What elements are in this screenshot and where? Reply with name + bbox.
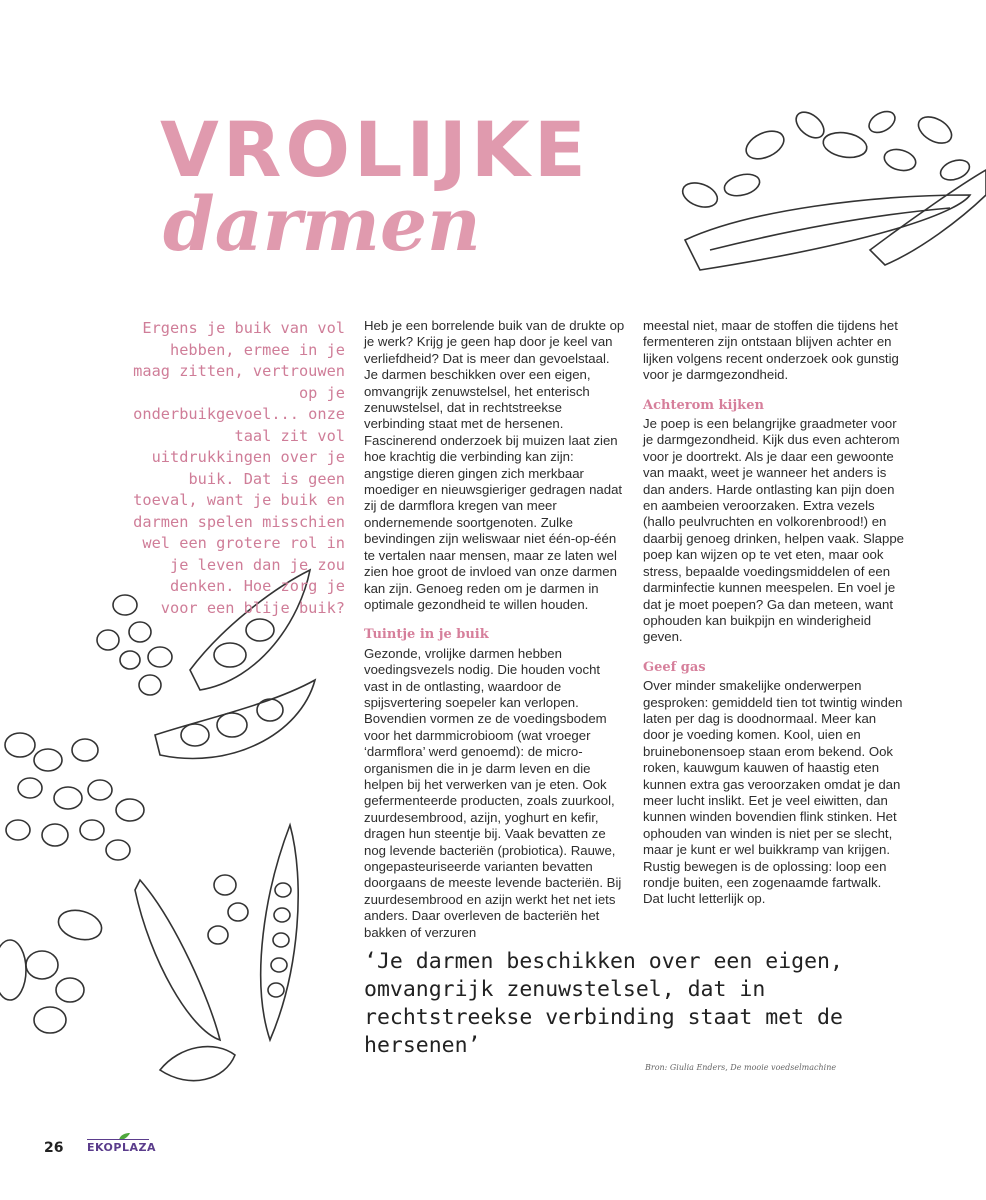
pull-quote: ‘Je darmen beschikken over een eigen, omvangrijk zenuwstelsel, dat in rechtstreekse verbinding staat met de hersenen’ bbox=[364, 949, 843, 1058]
section-heading: Geef gas bbox=[643, 659, 706, 675]
body-paragraph: Over minder smakelijke onderwerpen gesproken: gemiddeld tien tot twintig winden laten per dag is doodnormaal. Meer kan door je voeding komen. Kool, uien en bruinebonensoep staan erom bekend. Ook roken, kauwgum kauwen of haastig eten kunnen extra gas veroorzaken omdat je dan meer lucht inslikt. Eet je veel eiwitten, dan kunnen winden bovendien flink stinken. Het ophouden van winden is niet per se slecht, maar je kunt er wel buikkramp van krijgen. Rustig bewegen is de oplossing: loop een rondje buiten, een zogenaamde fartwalk. Dat lucht letterlijk op. bbox=[643, 678, 903, 907]
section-heading: Tuintje in je buik bbox=[364, 627, 489, 643]
intro-text: Ergens je buik van vol hebben, ermee in je maag zitten, vertrouwen op je onderbuikgevoel... onze taal zit vol uitdrukkingen over je buik. Dat is geen toeval, want je buik en darmen spelen misschien wel een grotere rol in je leven dan je zou denken. Hoe zorg je voor een blije buik? bbox=[133, 319, 345, 617]
page-subtitle: darmen bbox=[163, 182, 481, 268]
page-number: 26 bbox=[44, 1140, 64, 1156]
article-column-1 bbox=[364, 318, 626, 941]
beans-illustration-left bbox=[0, 560, 340, 1100]
article-column-2 bbox=[643, 318, 905, 908]
ekoplaza-logo bbox=[87, 1134, 156, 1156]
body-paragraph: meestal niet, maar de stoffen die tijdens het fermenteren zijn ontstaan blijven achter en lijken volgens recent onderzoek ook gunstig voor je darmgezondheid. bbox=[643, 318, 899, 383]
section-heading: Achterom kijken bbox=[643, 397, 764, 413]
brand-name: EKOPLAZA bbox=[87, 1141, 156, 1154]
quote-source: Bron: Giulia Enders, De mooie voedselmachine bbox=[645, 1063, 837, 1072]
page-title: VROLIJKE bbox=[160, 105, 590, 194]
body-paragraph: Heb je een borrelende buik van de drukte op je werk? Krijg je geen hap door je keel van verliefdheid? Dat is meer dan gevoelstaal. Je darmen beschikken over een eigen, omvangrijk zenuwstelsel, het enterisch zenuwstelsel, dat in rechtstreekse verbinding staat met de hersenen. Fascinerend onderzoek bij muizen laat zien hoe krachtig die verbinding kan zijn: angstige dieren gingen zich merkbaar moediger en nieuwsgieriger gedragen nadat zij de darmflora kregen van meer ondernemende soortgenoten. Zulke bevindingen zijn weliswaar niet één-op-één te vertalen naar mensen, maar ze laten wel zien hoe groot de invloed van onze darmen kan zijn. Genoeg reden om je darmen in optimale gezondheid te willen houden. bbox=[364, 318, 625, 612]
body-paragraph: Je poep is een belangrijke graadmeter voor je darmgezondheid. Kijk dus even achterom voor je doortrekt. Als je daar een gewoonte van maakt, weet je wanneer het anders is dan anders. Harde ontlasting kan pijn doen en aambeien veroorzaken. Extra vezels (hallo peulvruchten en volkorenbrood!) en daarbij genoeg drinken, helpen vaak. Slappe poep kan wijzen op te vet eten, maar ook stress, bepaalde voedingsmiddelen of een darminfectie kunnen meespelen. En voel je dat je moet poepen? Ga dan meteen, want ophouden kan buikpijn en winderigheid geven. bbox=[643, 416, 905, 645]
beans-illustration-top bbox=[670, 100, 986, 285]
body-paragraph: Gezonde, vrolijke darmen hebben voedingsvezels nodig. Die houden vocht vast in de ontlasting, waardoor de spijsvertering soepeler kan verlopen. Bovendien vormen ze de voedingsbodem voor het darmmicrobioom (wat vroeger ‘darmflora’ werd genoemd): de micro-organismen die in je darm leven en die helpen bij het verwerken van je eten. Ook gefermenteerde producten, zoals zuurkool, zuurdesembrood, azijn, yoghurt en kefir, dragen hun steentje bij. Vaak bevatten ze nog levende bacteriën (probiotica). Rauwe, ongepasteuriseerde varianten bevatten doorgaans de meeste levende bacteriën. Bij zuurdesembrood en azijn werkt het net iets anders. Daar overleven de bacteriën het bakken of verzuren bbox=[364, 645, 622, 940]
